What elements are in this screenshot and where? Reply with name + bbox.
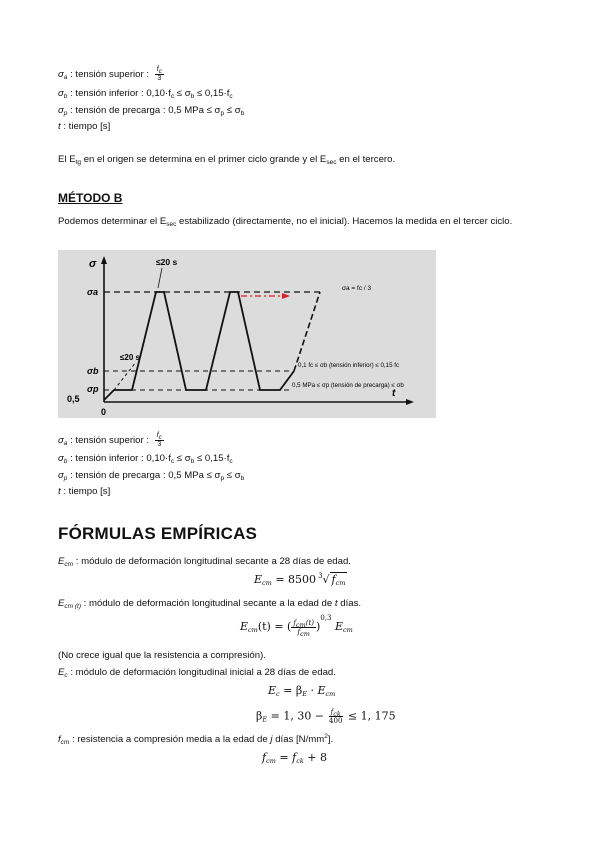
formulas-heading: FÓRMULAS EMPÍRICAS	[58, 524, 258, 543]
legend-bottom-sigma-b: $\sigma_b$ : tensión inferior : $0,10\cdot f_c \le \sigma_b \le 0,15\cdot f_c$	[58, 453, 233, 465]
ecm-description: $E_{cm}$ : módulo de deformación longitudinal secante a 28 días de edad.	[58, 556, 351, 568]
legend-bottom-t: t : tiempo [s]	[58, 486, 111, 497]
annot-sigma-b: 0,1 fc ≤ σb (tensión inferior) ≤ 0,15 fc	[298, 362, 400, 369]
fraction-fc-3: $\frac{f_c}{3}$	[156, 66, 162, 82]
legend-bottom-sigma-p: $\sigma_p$ : tensión de precarga : 0,5 MPa ≤ $\sigma_p \le \sigma_b$	[58, 470, 245, 482]
legend-bottom-sigma-a: $\sigma_a$ : tensión superior : $\frac{f_c}{3}$	[58, 432, 162, 448]
annot-20s-mid: ≤20 s	[120, 353, 140, 362]
annot-sigma-p: 0,5 MPa ≤ σp (tensión de precarga) ≤ σb	[292, 382, 404, 389]
fcm-formula: $f_{cm} = f_{ck} + 8$	[262, 751, 327, 765]
loading-cycle-diagram	[58, 250, 436, 418]
load-path-final-rise	[294, 292, 320, 371]
x-axis-arrow	[406, 399, 414, 405]
x-axis-label: t	[392, 388, 396, 399]
fraction-fc-3-bottom: $\frac{f_c}{3}$	[156, 432, 162, 448]
metodo-b-heading: MÉTODO B	[58, 191, 123, 205]
ec-formula: $E_c = \beta_E \cdot E_{cm}$	[268, 684, 336, 698]
measure-arrow-head	[282, 293, 290, 299]
sigma-b-tick: σb	[87, 366, 99, 376]
load-path	[104, 292, 294, 400]
legend-top-sigma-a: $\sigma_a$ : tensión superior : $\frac{f_c}{3}$	[58, 66, 162, 82]
sigma-a-tick: σa	[87, 287, 98, 297]
y-axis-arrow	[101, 256, 107, 264]
y-axis-label: σ	[89, 258, 97, 270]
no-crece-note: (No crece igual que la resistencia a compresión).	[58, 650, 266, 661]
loading-cycle-figure	[58, 250, 436, 418]
annot-20s-top-leader	[158, 268, 162, 288]
sigma-a-symbol: $\sigma_a$	[58, 69, 68, 82]
origin-label: 0	[101, 407, 107, 417]
metodo-b-paragraph: Podemos determinar el $E_{sec}$ estabilizado (directamente, no el inicial). Hacemos la medida en el tercer ciclo.	[58, 216, 513, 228]
fcm-description: $f_{cm}$ : resistencia a compresión media a la edad de j días $[N/mm^2]$.	[58, 733, 334, 746]
legend-top-sigma-p: $\sigma_p$ : tensión de precarga : 0,5 MPa ≤ $\sigma_p \le \sigma_b$	[58, 105, 245, 117]
ec-description: $E_c$ : módulo de deformación longitudinal inicial a 28 días de edad.	[58, 667, 336, 679]
legend-top-t: t : tiempo [s]	[58, 121, 111, 132]
ecmt-formula: $E_{cm}(t)$ = ( $\frac{f_{cm}(t)}{f_{cm}}$ )$^{0,3}$ $E_{cm}$	[240, 614, 353, 638]
sigma-p-tick: σp	[87, 384, 99, 394]
annot-20s-top: ≤20 s	[156, 257, 178, 267]
legend-top-sigma-b: $\sigma_b$ : tensión inferior : $0,10\cdot f_c \le \sigma_b \le 0,15\cdot f_c$	[58, 88, 233, 100]
level-05-label: 0,5	[67, 394, 80, 404]
annot-sigma-a: σa = fc / 3	[342, 285, 372, 292]
eq-sentence: El $E_{tg}$ en el origen se determina en el primer ciclo grande y el $E_{sec}$ en el tercero.	[58, 154, 396, 166]
beta-formula: $\beta_E = 1$, 30 − $\frac{f_{ck}}{400}$ ≤ 1, 175	[256, 708, 396, 725]
ecm-formula: $E_{cm} = 8500$ $^3$√ $f_{cm}$	[254, 572, 346, 587]
ecmt-description: $E_{cm (t)}$ : módulo de deformación longitudinal secante a la edad de t días.	[58, 598, 362, 610]
